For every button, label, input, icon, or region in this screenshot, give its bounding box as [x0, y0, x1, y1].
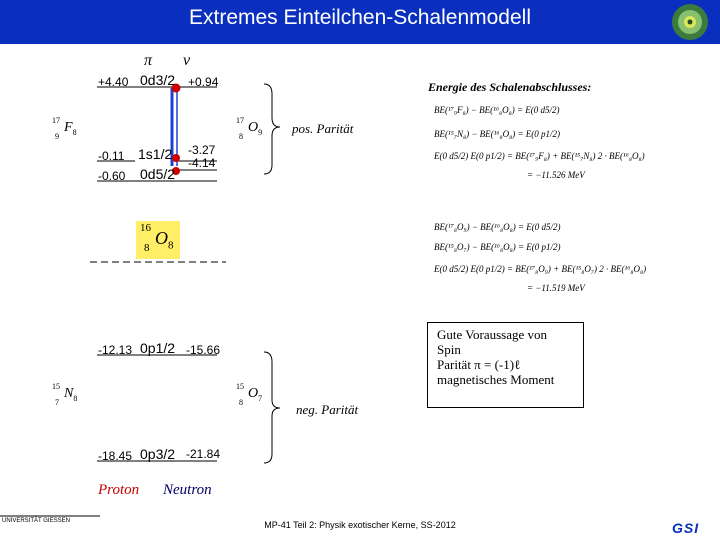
nucleus-o15: 15 8 $O_7$	[236, 382, 263, 407]
nucleus-n15: 15 7 $N_8$	[52, 382, 78, 407]
s12-neutron-energy-a: -3.27	[188, 143, 216, 157]
p12-orbital: 0p1/2	[140, 340, 176, 356]
brace-pos	[264, 84, 280, 174]
eq-neg-line1: BE(¹⁷₈O₉) − BE(¹⁶₈O₈) = E(0 d5/2)	[434, 222, 561, 232]
s12-orbital: 1s1/2	[138, 146, 173, 162]
gsi-logo: GSI	[672, 520, 700, 536]
p32-proton-energy: -18.45	[98, 449, 133, 463]
legend-proton: Proton	[98, 482, 140, 498]
info-line-4: magnetisches Moment	[437, 372, 555, 387]
eq-neg-line3: E(0 d5/2) E(0 p1/2) = BE(¹⁷₈O₉) + BE(¹⁵₈O₇) 2 · BE(¹⁶₈O₈)	[434, 264, 647, 274]
proton-dot-mid	[172, 154, 180, 162]
p32-neutron-energy: -21.84	[186, 447, 221, 461]
d32-orbital: 0d3/2	[140, 72, 176, 88]
brace-neg	[264, 352, 280, 463]
university-logo: UNIVERSITÄT GIESSEN	[2, 518, 70, 524]
pi-column-header: π	[144, 52, 153, 69]
eq-pos-line2: BE(¹⁵₇N₈) − BE(¹⁶₈O₈) = E(0 p1/2)	[434, 129, 561, 139]
eq-pos-line1: BE(¹⁷₉F₈) − BE(¹⁶₈O₈) = E(0 d5/2)	[434, 105, 560, 115]
d52-proton-energy: -0.60	[98, 169, 126, 183]
info-line-3: Parität π = (-1)ℓ	[437, 357, 521, 372]
d52-orbital: 0d5/2	[140, 166, 176, 182]
info-line-2: Spin	[437, 342, 461, 357]
p12-neutron-energy: -15.66	[186, 343, 221, 357]
eq-pos-line3: E(0 d5/2) E(0 p1/2) = BE(¹⁷₉F₈) + BE(¹⁵₇N₈) 2 · BE(¹⁶₈O₈)	[434, 151, 645, 161]
energy-heading: Energie des Schalenabschlusses:	[428, 80, 592, 94]
pos-parity-label: pos. Parität	[292, 121, 354, 136]
nucleus-o16: 16 8 $O_8$	[140, 222, 174, 254]
info-line-1: Gute Voraussage von	[437, 327, 548, 342]
eq-neg-line4: = −11.519 MeV	[527, 283, 585, 293]
eq-pos-line4: = −11.526 MeV	[527, 170, 585, 180]
nu-column-header: ν	[183, 52, 191, 69]
nucleus-o17: 17 8 $O_9$	[236, 116, 263, 141]
d32-proton-energy: +4.40	[98, 75, 129, 89]
eq-neg-line2: BE(¹⁵₈O₇) − BE(¹⁶₈O₈) = E(0 p1/2)	[434, 242, 561, 252]
s12-neutron-energy-b: -4.14	[188, 156, 216, 170]
neg-parity-label: neg. Parität	[296, 402, 359, 417]
s12-proton-energy: -0.11	[98, 149, 125, 163]
p12-proton-energy: -12.13	[98, 343, 133, 357]
nucleus-f17: 17 9 $F_8$	[52, 116, 77, 141]
d32-neutron-energy: +0.94	[188, 75, 219, 89]
prediction-info-box	[427, 322, 584, 408]
p32-orbital: 0p3/2	[140, 446, 176, 462]
slide-title: Extremes Einteilchen-Schalenmodell	[189, 6, 531, 29]
footer-text: MP-41 Teil 2: Physik exotischer Kerne, SS-2012	[264, 520, 456, 530]
legend-neutron: Neutron	[163, 482, 212, 498]
